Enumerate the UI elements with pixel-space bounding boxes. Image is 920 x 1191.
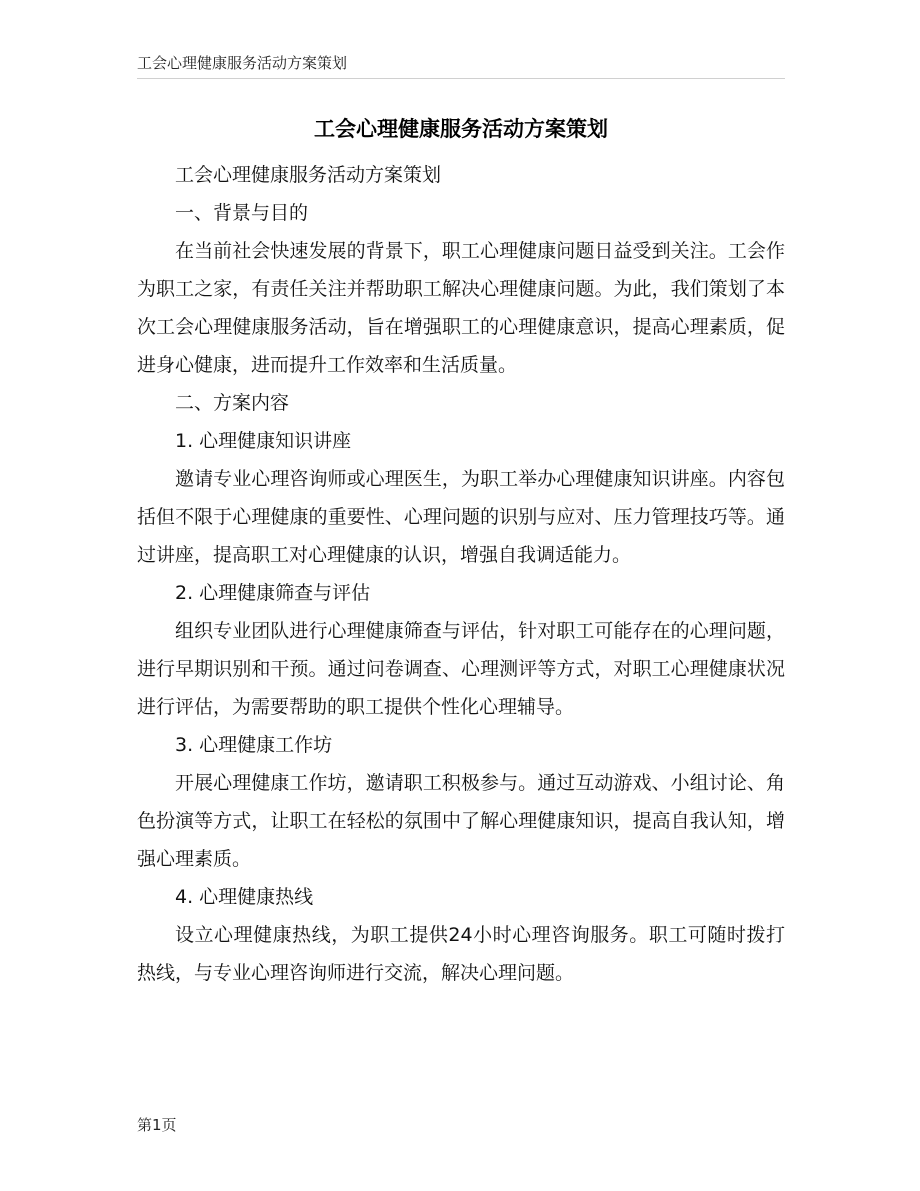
lecture-paragraph: 邀请专业心理咨询师或心理医生，为职工举办心理健康知识讲座。内容包括但不限于心理健康的重要性、心理问题的识别与应对、压力管理技巧等。通过讲座，提高职工对心理健康的认识，增强自我调适能力。 — [137, 468, 785, 566]
section-heading-content: 二、方案内容 — [175, 392, 290, 414]
subtitle-paragraph: 工会心理健康服务活动方案策划 — [175, 164, 442, 186]
screening-paragraph: 组织专业团队进行心理健康筛查与评估，针对职工可能存在的心理问题，进行早期识别和干预。通过问卷调查、心理测评等方式，对职工心理健康状况进行评估，为需要帮助的职工提供个性化心理辅导。 — [137, 620, 785, 718]
item-heading-hotline: 4. 心理健康热线 — [175, 886, 314, 908]
running-header: 工会心理健康服务活动方案策划 — [137, 54, 348, 72]
section-heading-background: 一、背景与目的 — [175, 202, 309, 224]
background-paragraph: 在当前社会快速发展的背景下，职工心理健康问题日益受到关注。工会作为职工之家，有责任关注并帮助职工解决心理健康问题。为此，我们策划了本次工会心理健康服务活动，旨在增强职工的心理健康意识，提高心理素质，促进身心健康，进而提升工作效率和生活质量。 — [137, 240, 785, 376]
document-body — [137, 156, 785, 992]
document-title: 工会心理健康服务活动方案策划 — [314, 117, 608, 141]
page-number: 第1页 — [137, 1116, 177, 1134]
item-heading-lecture: 1. 心理健康知识讲座 — [175, 430, 352, 452]
workshop-paragraph: 开展心理健康工作坊，邀请职工积极参与。通过互动游戏、小组讨论、角色扮演等方式，让职工在轻松的氛围中了解心理健康知识，提高自我认知，增强心理素质。 — [137, 772, 785, 870]
item-heading-screening: 2. 心理健康筛查与评估 — [175, 582, 371, 604]
hotline-paragraph: 设立心理健康热线，为职工提供24小时心理咨询服务。职工可随时拨打热线，与专业心理咨询师进行交流，解决心理问题。 — [137, 924, 785, 984]
item-heading-workshop: 3. 心理健康工作坊 — [175, 734, 333, 756]
header-divider — [137, 78, 785, 79]
